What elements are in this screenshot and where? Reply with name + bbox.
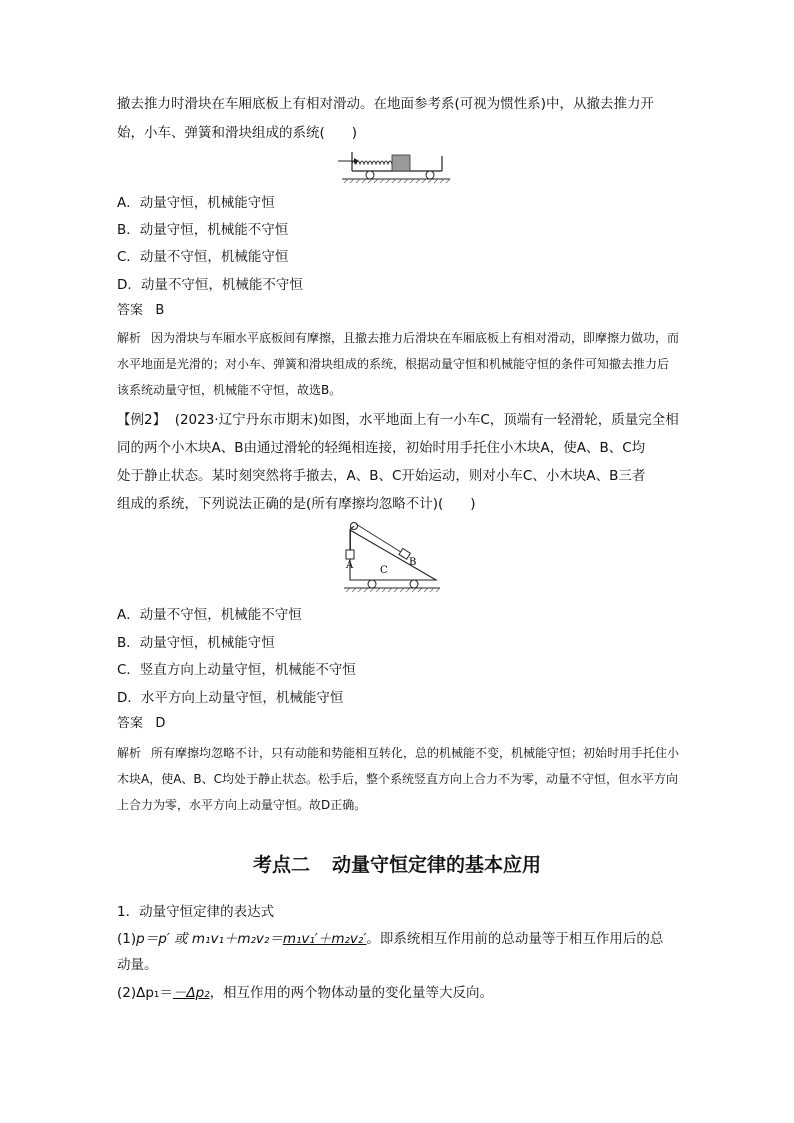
item1-line1-cont: 动量。 <box>117 957 158 973</box>
analysis-label: 解析 <box>117 746 142 760</box>
wheel-left <box>366 171 374 179</box>
block-a <box>346 550 354 559</box>
ground-hatch <box>346 588 440 592</box>
analysis-text: 所有摩擦均忽略不计，只有动能和势能相互转化，总的机械能不变，机械能守恒；初始时用手托住小木块A，使A、B、C均处于静止状态。松手后，整个系统竖直方向上合力不为零，动量不守恒，但水平方向上合力为零，水平方向上动量守恒。故D正确。 <box>117 746 680 812</box>
ground-hatch <box>344 179 450 183</box>
q1-answer <box>117 301 164 321</box>
item1-title: 1．动量守恒定律的表达式 <box>117 904 275 920</box>
cart-wedge <box>350 530 436 580</box>
label-b: B <box>409 557 417 568</box>
item1-l2-blank: －Δp₂ <box>172 985 210 1001</box>
analysis-label: 解析 <box>117 331 142 345</box>
q1-stem-line2: 始，小车、弹簧和滑块组成的系统( ) <box>117 125 358 141</box>
item1-l2-prefix: (2)Δp₁＝ <box>117 985 173 1001</box>
q2-analysis <box>117 740 680 818</box>
spring <box>352 161 392 164</box>
item1-l1-prefix: (1) <box>117 931 137 947</box>
label-c: C <box>380 565 388 576</box>
analysis-text: 因为滑块与车厢水平底板间有摩擦，且撤去推力后滑块在车厢底板上有相对滑动，即摩擦力做功，而水平地面是光滑的；对小车、弹簧和滑块组成的系统，根据动量守恒和机械能守恒的条件可知撤去推力后该系统动量守恒，机械能不守恒，故选B。 <box>117 331 680 397</box>
q1-analysis <box>117 325 680 403</box>
answer-label: 答案 <box>117 303 144 318</box>
q1-option-b: B．动量守恒，机械能不守恒 <box>117 222 289 238</box>
label-a: A <box>346 560 354 571</box>
q2-stem-line3: 处于静止状态。某时刻突然将手撤去，A、B、C开始运动，则对小车C、小木块A、B三者 <box>117 468 646 484</box>
wheel-left <box>368 580 376 588</box>
item1-l2-text: ，相互作用的两个物体动量的变化量等大反向。 <box>209 985 494 1001</box>
q2-stem-line4: 组成的系统，下列说法正确的是(所有摩擦均忽略不计)( ) <box>117 496 476 512</box>
q1-option-d: D．动量不守恒，机械能不守恒 <box>117 277 303 293</box>
q2-stem-line2: 同的两个小木块A、B由通过滑轮的轻绳相连接，初始时用手托住小木块A，使A、B、C均 <box>117 440 646 456</box>
item1-l1-formula: p＝p′ 或 m₁v₁＋m₂v₂＝ <box>136 931 283 947</box>
answer-value: B <box>155 303 165 318</box>
q2-option-d: D．水平方向上动量守恒，机械能守恒 <box>117 690 344 706</box>
item1-line1 <box>117 929 677 949</box>
q2-stem-line1 <box>117 410 677 430</box>
incline-cart-figure <box>344 520 440 596</box>
q2-line1-text: (2023·辽宁丹东市期末)如图，水平地面上有一小车C，顶端有一轻滑轮，质量完全相 <box>174 412 679 428</box>
item1-line2 <box>117 983 677 1003</box>
q2-option-c: C．竖直方向上动量守恒，机械能不守恒 <box>117 662 356 678</box>
wheel-right <box>410 580 418 588</box>
item1-l1-blank: m₁v₁′＋m₂v₂′ <box>282 931 367 947</box>
section-heading <box>0 850 794 877</box>
item1-l1-text: 。即系统相互作用前的总动量等于相互作用后的总 <box>366 931 664 947</box>
cart-spring-block-figure <box>336 148 454 184</box>
answer-value: D <box>155 716 166 731</box>
section-title: 动量守恒定律的基本应用 <box>332 854 542 876</box>
wheel-right <box>426 171 434 179</box>
q1-stem-line1: 撤去推力时滑块在车厢底板上有相对滑动。在地面参考系(可视为惯性系)中，从撤去推力开 <box>117 96 655 112</box>
q1-option-c: C．动量不守恒，机械能守恒 <box>117 249 289 265</box>
section-number: 考点二 <box>252 854 310 876</box>
q2-option-a: A．动量不守恒，机械能不守恒 <box>117 607 302 623</box>
slider-block <box>392 155 410 171</box>
example-tag: 【例2】 <box>117 412 167 428</box>
q1-option-a: A．动量守恒，机械能守恒 <box>117 195 275 211</box>
answer-label: 答案 <box>117 716 144 731</box>
q2-option-b: B．动量守恒，机械能守恒 <box>117 635 275 651</box>
q2-answer <box>117 714 165 734</box>
